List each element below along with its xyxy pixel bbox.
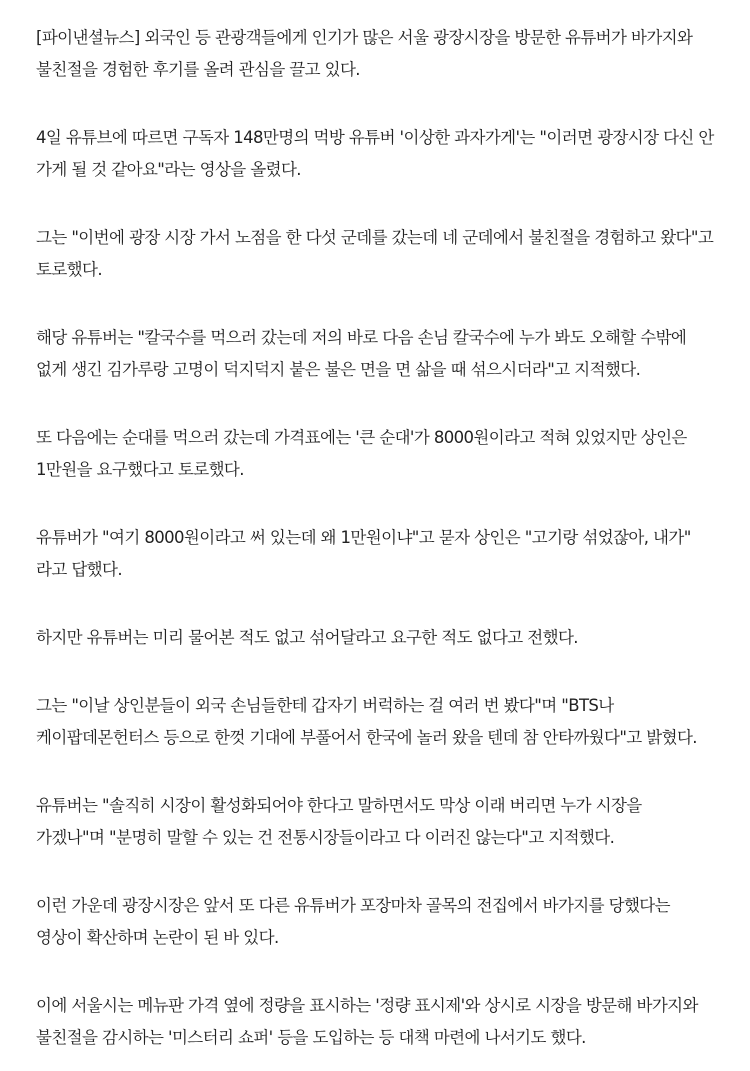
article-paragraph-4: 해당 유튜버는 "칼국수를 먹으러 갔는데 저의 바로 다음 손님 칼국수에 누가 봐도 오해할 수밖에 없게 생긴 김가루랑 고명이 덕지덕지 붙은 불은 면을 면 삶을 때 섞으시더라"고 지적했다. — [36, 328, 687, 379]
article-paragraph-3: 그는 "이번에 광장 시장 가서 노점을 한 다섯 군데를 갔는데 네 군데에서 불친절을 경험하고 왔다"고 토로했다. — [36, 228, 714, 279]
article-paragraph-9: 유튜버는 "솔직히 시장이 활성화되어야 한다고 말하면서도 막상 이래 버리면 누가 시장을 가겠나"며 "분명히 말할 수 있는 건 전통시장들이라고 다 이러진 않는다"고 지적했다. — [36, 796, 642, 847]
article-paragraph-6: 유튜버가 "여기 8000원이라고 써 있는데 왜 1만원이냐"고 묻자 상인은 "고기랑 섞었잖아, 내가" 라고 답했다. — [36, 528, 691, 579]
article-paragraph-5: 또 다음에는 순대를 먹으러 갔는데 가격표에는 '큰 순대'가 8000원이라고 적혀 있었지만 상인은 1만원을 요구했다고 토로했다. — [36, 428, 687, 479]
article-paragraph-8: 그는 "이날 상인분들이 외국 손님들한테 갑자기 버럭하는 걸 여러 번 봤다"며 "BTS나 케이팝데몬헌터스 등으로 한껏 기대에 부풀어서 한국에 놀러 왔을 텐데 참 안타까웠다"고 밝혔다. — [36, 696, 697, 747]
article-paragraph-1: [파이낸셜뉴스] 외국인 등 관광객들에게 인기가 많은 서울 광장시장을 방문한 유튜버가 바가지와 불친절을 경험한 후기를 올려 관심을 끌고 있다. — [36, 28, 693, 79]
article-paragraph-2: 4일 유튜브에 따르면 구독자 148만명의 먹방 유튜버 '이상한 과자가게'는 "이러면 광장시장 다신 안 가게 될 것 같아요"라는 영상을 올렸다. — [36, 128, 714, 179]
article-paragraph-11: 이에 서울시는 메뉴판 가격 옆에 정량을 표시하는 '정량 표시제'와 상시로 시장을 방문해 바가지와 불친절을 감시하는 '미스터리 쇼퍼' 등을 도입하는 등 대책 마련에 나서기도 했다. — [36, 996, 698, 1047]
article-paragraph-10: 이런 가운데 광장시장은 앞서 또 다른 유튜버가 포장마차 골목의 전집에서 바가지를 당했다는 영상이 확산하며 논란이 된 바 있다. — [36, 896, 670, 947]
article-paragraph-7: 하지만 유튜버는 미리 물어본 적도 없고 섞어달라고 요구한 적도 없다고 전했다. — [36, 628, 578, 647]
